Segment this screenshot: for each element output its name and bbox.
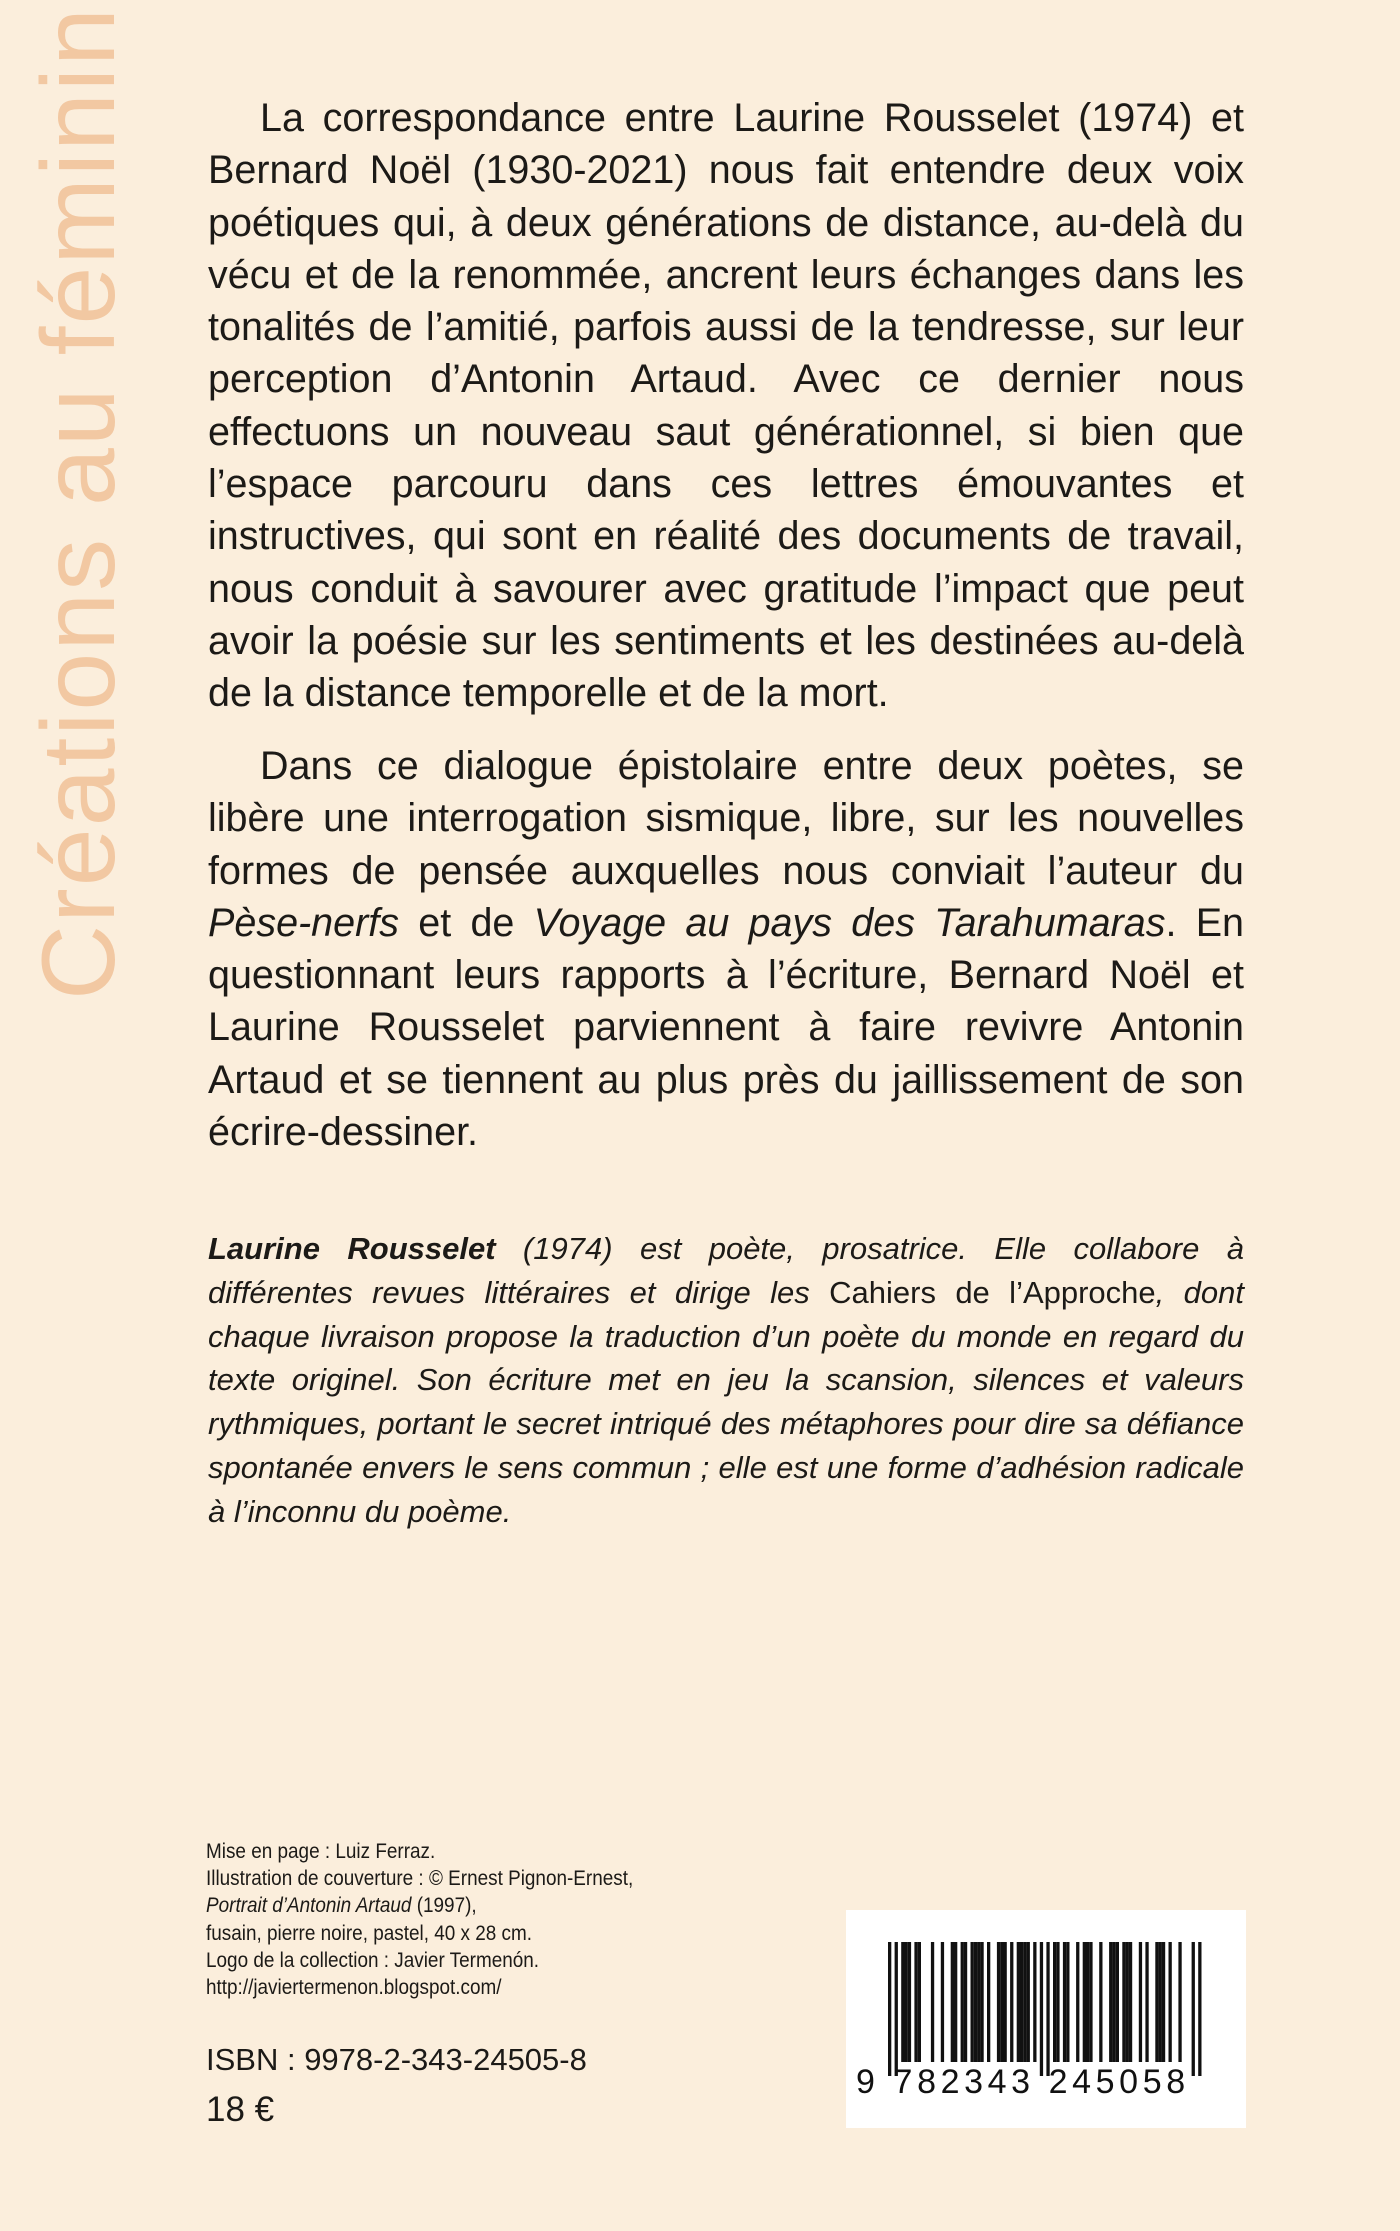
p2-intro: Dans ce dialogue épistolaire entre deux poètes, se libère une interrogation sismique, libre, sur les nouvelles formes de pensée auxquelles nous conviait l’auteur du bbox=[208, 744, 1244, 893]
barcode-bar bbox=[1169, 1942, 1172, 2062]
barcode-bar bbox=[1053, 1942, 1056, 2062]
barcode-bar bbox=[1023, 1942, 1026, 2062]
barcode-bar bbox=[1017, 1942, 1020, 2062]
barcode-bar bbox=[1056, 1942, 1059, 2062]
barcode-bar bbox=[1004, 1942, 1007, 2062]
barcode-bar bbox=[951, 1942, 954, 2062]
barcode-bar bbox=[1129, 1942, 1132, 2062]
barcode-bar bbox=[987, 1942, 990, 2062]
barcode-bar bbox=[971, 1942, 974, 2062]
credit-technique: fusain, pierre noire, pastel, 40 x 28 cm. bbox=[206, 1920, 533, 1945]
summary-paragraph-1 bbox=[208, 92, 1244, 720]
barcode-bar bbox=[1033, 1942, 1036, 2062]
bio-text-2: , dont chaque livraison propose la traduction d’un poète du monde en regard du texte originel. Son écriture met en jeu la scansion, silences et valeurs rythmiques, portant le secret intriqué des métaphores pour dire sa défiance spontanée envers le sens commun ; elle est une forme d’adhésion radicale à l’inconnu du poème. bbox=[208, 1274, 1244, 1529]
barcode-bar bbox=[1109, 1942, 1112, 2062]
barcode-bar bbox=[1076, 1942, 1079, 2062]
credit-artwork bbox=[206, 1892, 699, 1919]
bio-author-name: Laurine Rousselet bbox=[208, 1231, 496, 1266]
barcode-bar bbox=[914, 1942, 917, 2062]
credit-artwork-year: (1997), bbox=[411, 1893, 477, 1918]
barcode-bar bbox=[1089, 1942, 1092, 2062]
barcode-bar bbox=[980, 1942, 983, 2062]
credits bbox=[206, 1838, 699, 2001]
barcode-bar bbox=[941, 1942, 944, 2062]
barcode-bar bbox=[1155, 1942, 1158, 2062]
author-bio bbox=[208, 1227, 1244, 1534]
barcode-bar bbox=[1063, 1942, 1066, 2062]
barcode-bar bbox=[905, 1942, 908, 2062]
barcode-digits: 9 782343 245058 bbox=[856, 2063, 1190, 2101]
barcode-bar bbox=[1112, 1942, 1115, 2062]
barcode-bar bbox=[1192, 1942, 1195, 2076]
p2-end: . En questionnant leurs rapports à l’écriture, Bernard Noël et Laurine Rousselet parviennent à faire revivre Antonin Artaud et se tiennent au plus près du jaillissement de son écrire-dessiner. bbox=[208, 900, 1245, 1155]
p2-mid: et de bbox=[399, 900, 534, 945]
barcode-bar bbox=[895, 1942, 898, 2076]
barcode-bar bbox=[908, 1942, 911, 2062]
barcode bbox=[846, 1910, 1246, 2128]
barcode-bar bbox=[1139, 1942, 1142, 2062]
price: 18 € bbox=[206, 2090, 275, 2129]
barcode-bar bbox=[1178, 1942, 1181, 2062]
barcode-bar bbox=[997, 1942, 1000, 2062]
summary-paragraph-2 bbox=[208, 740, 1244, 1158]
barcode-bar bbox=[1046, 1942, 1049, 2076]
barcode-bar bbox=[954, 1942, 957, 2062]
summary-text-2 bbox=[208, 740, 1244, 1158]
credit-url: http://javiertermenon.blogspot.com/ bbox=[206, 1975, 502, 2000]
credit-layout: Mise en page : Luiz Ferraz. bbox=[206, 1839, 436, 1863]
barcode-bar bbox=[977, 1942, 980, 2062]
barcode-bar bbox=[1086, 1942, 1089, 2062]
credit-artwork-title: Portrait d’Antonin Artaud bbox=[206, 1893, 412, 1918]
barcode-bar bbox=[974, 1942, 977, 2062]
barcode-bar bbox=[1159, 1942, 1162, 2062]
barcode-bar bbox=[961, 1942, 964, 2062]
work-title-pese-nerfs: Pèse-nerfs bbox=[208, 900, 400, 945]
bio-review-title: Cahiers de l’Approche bbox=[829, 1274, 1156, 1310]
barcode-bar bbox=[1198, 1942, 1201, 2076]
barcode-bar bbox=[1066, 1942, 1069, 2062]
barcode-bar bbox=[1083, 1942, 1086, 2062]
isbn: ISBN : 9978-2-343-24505-8 bbox=[206, 2042, 587, 2077]
barcode-bar bbox=[1116, 1942, 1119, 2062]
barcode-bar bbox=[1162, 1942, 1165, 2062]
barcode-bar bbox=[1099, 1942, 1102, 2062]
bio-text-1: (1974) est poète, prosatrice. Elle collabore à différentes revues littéraires et dirige les bbox=[208, 1231, 1244, 1310]
barcode-bar bbox=[1027, 1942, 1030, 2062]
credit-illustration: Illustration de couverture : © Ernest Pignon-Ernest, bbox=[206, 1866, 634, 1891]
barcode-bar bbox=[1126, 1942, 1129, 2062]
barcode-bar bbox=[1122, 1942, 1125, 2062]
barcode-bar bbox=[918, 1942, 921, 2062]
barcode-bar bbox=[931, 1942, 934, 2062]
barcode-bar bbox=[1020, 1942, 1023, 2062]
barcode-bar bbox=[964, 1942, 967, 2062]
barcode-bar bbox=[1145, 1942, 1148, 2062]
credit-logo: Logo de la collection : Javier Termenón. bbox=[206, 1947, 540, 1972]
work-title-voyage: Voyage au pays des Tarahumaras bbox=[533, 900, 1166, 945]
barcode-bar bbox=[901, 1942, 904, 2062]
barcode-bar bbox=[1010, 1942, 1013, 2062]
barcode-bar bbox=[1040, 1942, 1043, 2076]
barcode-bar bbox=[888, 1942, 891, 2076]
summary-text-1: La correspondance entre Laurine Rousselet (1974) et Bernard Noël (1930-2021) nous fait entendre deux voix poétiques qui, à deux générations de distance, au-delà du vécu et de la renommée, ancrent leurs échanges dans les tonalités de l’amitié, parfois aussi de la tendresse, sur leur perception d’Antonin Artaud. Avec ce dernier nous effectuons un nouveau saut générationnel, si bien que l’espace parcouru dans ces lettres émouvantes et instructives, qui sont en réalité des documents de travail, nous conduit à savourer avec gratitude l’impact que peut avoir la poésie sur les sentiments et les destinées au-delà de la distance temporelle et de la mort. bbox=[208, 96, 1244, 716]
series-title: Créations au féminin bbox=[21, 6, 137, 1000]
barcode-bar bbox=[1000, 1942, 1003, 2062]
